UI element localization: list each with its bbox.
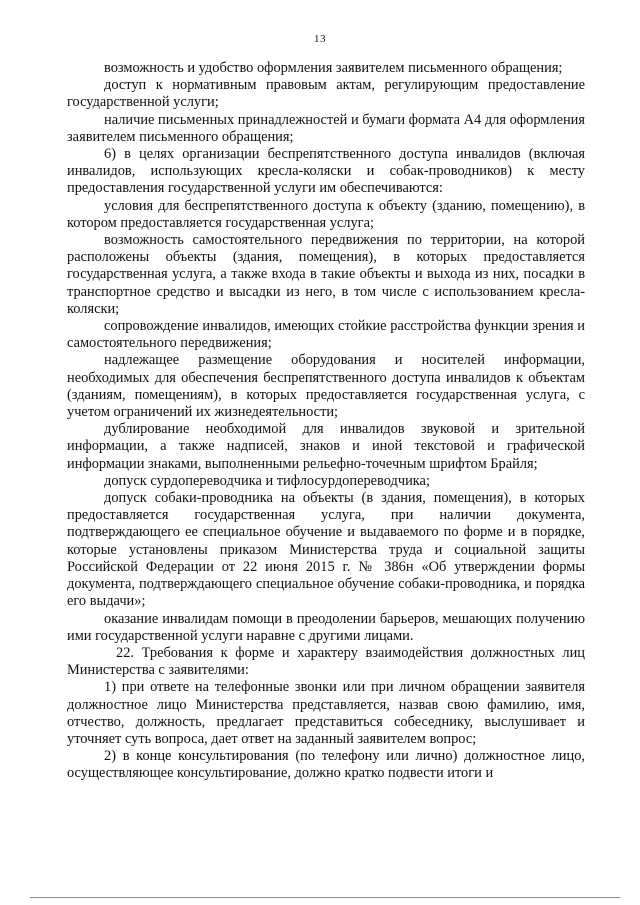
paragraph-regulatory-acts-access: доступ к нормативным правовым актам, регулирующим предоставление государственной услуги; bbox=[67, 77, 585, 111]
paragraph-writing-materials: наличие письменных принадлежностей и бумаги формата А4 для оформления заявителем письменного обращения; bbox=[67, 111, 585, 145]
section-22-heading: 22. Требования к форме и характеру взаимодействия должностных лиц Министерства с заявителями: bbox=[67, 644, 585, 679]
paragraph-written-appeal-convenience: возможность и удобство оформления заявителем письменного обращения; bbox=[104, 60, 563, 76]
paragraph-information-duplication: дублирование необходимой для инвалидов звуковой и зрительной информации, а также надписей, знаков и иной текстовой и графической информации знаками, выполненными рельефно-точечным шрифтом Брайля; bbox=[67, 421, 585, 472]
paragraph-consultation-end: 2) в конце консультирования (по телефону или лично) должностное лицо, осуществляющее консультирование, должно кратко подвести итоги и bbox=[67, 748, 585, 782]
page-number: 13 bbox=[314, 33, 326, 45]
paragraph-sign-interpreter: допуск сурдопереводчика и тифлосурдопереводчика; bbox=[104, 472, 430, 489]
paragraph-phone-response: 1) при ответе на телефонные звонки или при личном обращении заявителя должностное лицо Министерства представляется, назвав свою фамилию, имя, отчество, должность, предлагает представиться собеседнику, выслушивает и уточняет суть вопроса, дает ответ на заданный заявителем вопрос; bbox=[67, 679, 585, 747]
paragraph-escort: сопровождение инвалидов, имеющих стойкие расстройства функции зрения и самостоятельного передвижения; bbox=[67, 318, 585, 352]
scan-bottom-edge bbox=[30, 897, 620, 898]
paragraph-independent-movement: возможность самостоятельного передвижения по территории, на которой расположены объекты (здания, помещения), в которых предоставляется государственная услуга, а также входа в такие объекты и выхода из них, посадки в транспортное средство и высадки из него, в том числе с использованием кресла-коляски; bbox=[67, 232, 585, 317]
paragraph-equipment-placement: надлежащее размещение оборудования и носителей информации, необходимых для обеспечения беспрепятственного доступа инвалидов к объектам (зданиям, помещениям), в которых предоставляется государственная услуга, с учетом ограничений их жизнедеятельности; bbox=[67, 352, 585, 421]
paragraph-access-conditions: условия для беспрепятственного доступа к объекту (зданию, помещению), в котором предоставляется государственная услуга; bbox=[67, 197, 585, 231]
document-body bbox=[67, 60, 585, 783]
paragraph-barrier-assistance: оказание инвалидам помощи в преодолении барьеров, мешающих получению ими государственной услуги наравне с другими лицами. bbox=[67, 610, 585, 644]
paragraph-guide-dog: допуск собаки-проводника на объекты (в здания, помещения), в которых предоставляется государственная услуга, при наличии документа, подтверждающего ее специальное обучение и выдаваемого по форме и в порядке, которые установлены приказом Министерства труда и социальной защиты Российской Федерации от 22 июня 2015 г. № 386н «Об утверждении формы документа, подтверждающего специальное обучение собаки-проводника, и порядка его выдачи»; bbox=[67, 490, 585, 610]
paragraph-disabled-access-intro: 6) в целях организации беспрепятственного доступа инвалидов (включая инвалидов, использующих кресла-коляски и собак-проводников) к месту предоставления государственной услуги им обеспечиваются: bbox=[67, 146, 585, 197]
